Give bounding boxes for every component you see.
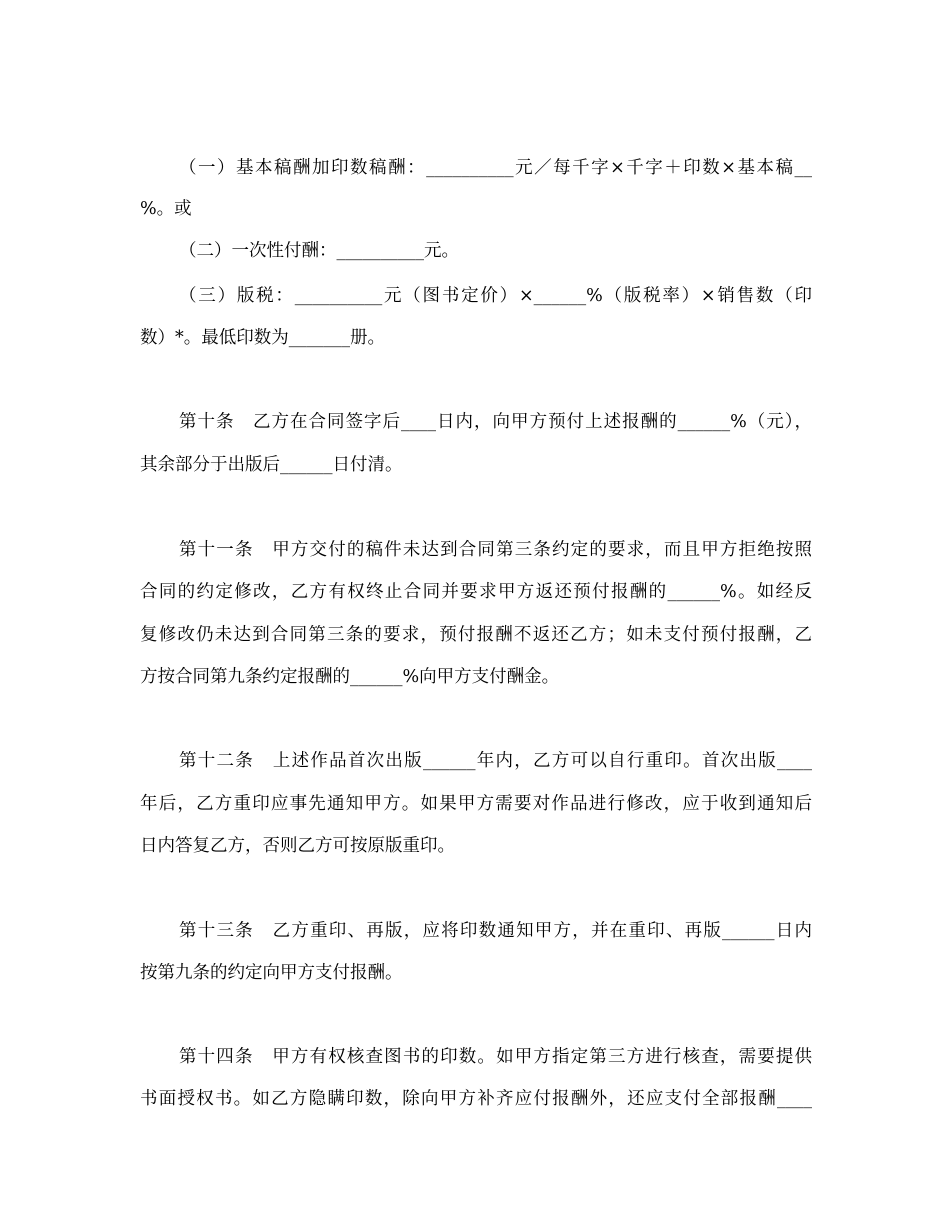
clause-9-item-1-line-1: （一）基本稿酬加印数稿酬：__________元／每千字×千字＋印数×基本稿__ — [179, 158, 812, 178]
clause-14-line-1: 第十四条 甲方有权核查图书的印数。如甲方指定第三方进行核查，需要提供 — [179, 1047, 812, 1067]
clause-12-line-2: 年后，乙方重印应事先通知甲方。如果甲方需要对作品进行修改，应于收到通知后 — [140, 794, 812, 814]
clause-10-line-2: 其余部分于出版后______日付清。 — [140, 455, 403, 475]
clause-9-item-2: （二）一次性付酬：__________元。 — [179, 241, 459, 261]
clause-9-item-3-line-2: 数）*。最低印数为_______册。 — [140, 328, 385, 348]
clause-11-line-1: 第十一条 甲方交付的稿件未达到合同第三条约定的要求，而且甲方拒绝按照 — [179, 540, 812, 560]
clause-12-line-1: 第十二条 上述作品首次出版______年内，乙方可以自行重印。首次出版____ — [179, 751, 812, 771]
clause-10-line-1: 第十条 乙方在合同签字后____日内，向甲方预付上述报酬的______%（元）， — [179, 412, 812, 432]
clause-12-line-3: 日内答复乙方，否则乙方可按原版重印。 — [140, 836, 455, 856]
clause-11-line-4: 方按合同第九条约定报酬的______%向甲方支付酬金。 — [140, 667, 560, 687]
clause-9-item-1-line-2: %。或 — [140, 199, 192, 219]
clause-13-line-1: 第十三条 乙方重印、再版，应将印数通知甲方，并在重印、再版______日内 — [179, 921, 812, 941]
clause-14-line-2: 书面授权书。如乙方隐瞒印数，除向甲方补齐应付报酬外，还应支付全部报酬____ — [140, 1089, 812, 1109]
clause-13-line-2: 按第九条的约定向甲方支付报酬。 — [140, 963, 403, 983]
clause-9-item-3-line-1: （三）版税：__________元（图书定价）×______%（版税率）×销售数（印 — [179, 286, 812, 306]
clause-11-line-3: 复修改仍未达到合同第三条的要求，预付报酬不返还乙方；如未支付预付报酬，乙 — [140, 625, 812, 645]
clause-11-line-2: 合同的约定修改，乙方有权终止合同并要求甲方返还预付报酬的______%。如经反 — [140, 582, 812, 602]
